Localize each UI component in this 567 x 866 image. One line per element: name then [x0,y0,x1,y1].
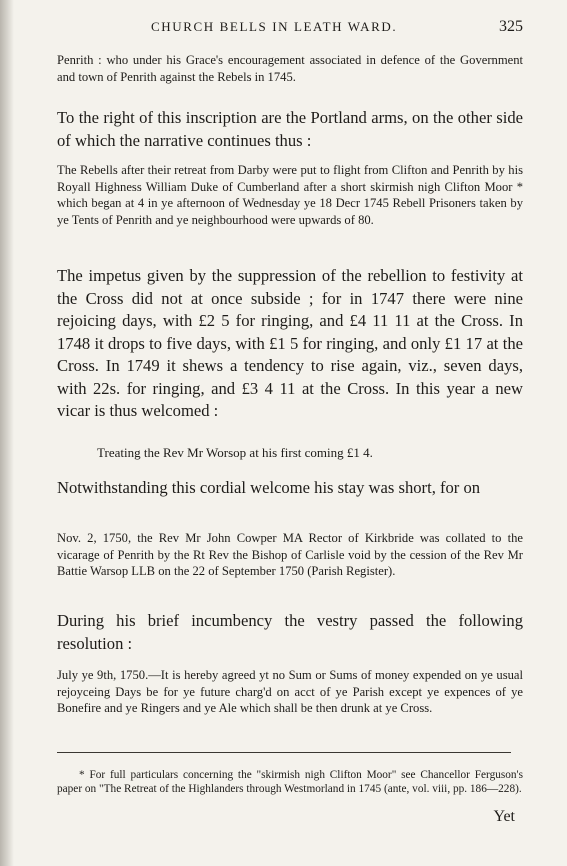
paragraph-cowper-collation: Nov. 2, 1750, the Rev Mr John Cowper MA Rector of Kirkbride was collated to the vicarage of Penrith by the Rt Rev the Bishop of Carlisle void by the cession of the Rev Mr Battie Warsop LLB on the 22 of September 1750 (Parish Register). [57,531,523,578]
footnote-rule [57,752,511,753]
footnote: * For full particulars concerning the "skirmish nigh Clifton Moor" see Chancellor Ferguson's paper on "The Retreat of the Highlanders through Westmorland in 1745 (ante, vol. viii, pp. 186—228). [57,769,523,795]
paragraph-cordial-welcome: Notwithstanding this cordial welcome his stay was short, for on [57,478,481,497]
running-title: CHURCH BELLS IN LEATH WARD. [151,19,398,34]
running-head [57,18,523,38]
paragraph-rejoicing-days: The impetus given by the suppression of the rebellion to festivity at the Cross did not at once subside ; for in 1747 there were nine rejoicing days, with £2 5 for ringing, and £4 11 11 at the Cross. In 1748 it drops to five days, with £1 5 for ringing, and only £1 17 at the Cross. In 1749 it shews a tendency to rise again, viz., seven days, with 22s. for ringing, and £3 4 11 at the Cross. In this year a new vicar is thus welcomed : [57,266,523,420]
page-number: 325 [499,18,523,35]
paragraph-vestry-resolution: During his brief incumbency the vestry passed the following resolution : [57,611,523,653]
paragraph-rebels-narrative: The Rebells after their retreat from Darby were put to flight from Clifton and Penrith by his Royall Highness William Duke of Cumberland after a short skirmish nigh Clifton Moor * which began at 4 in ye afternoon of Wednesday ye 18 Decr 1745 Rebell Prisoners taken by ye Tents of Penrith and ye neighbourhood were upwards of 80. [57,163,523,227]
paragraph-portland-arms: To the right of this inscription are the Portland arms, on the other side of which the narrative continues thus : [57,108,523,150]
entry-treating-vicar: Treating the Rev Mr Worsop at his first coming £1 4. [97,445,373,460]
paragraph-penrith-defence: Penrith : who under his Grace's encouragement associated in defence of the Government and town of Penrith against the Rebels in 1745. [57,53,523,84]
binding-gutter [0,0,14,866]
paragraph-july-resolution: July ye 9th, 1750.—It is hereby agreed yt no Sum or Sums of money expended on ye usual rejoyceing Days be for ye future charg'd on acct of ye Parish except ye expences of ye Bonefire and ye Ringers and ye Ale which shall be then drunk at ye Cross. [57,668,523,715]
catchword: Yet [493,808,515,825]
